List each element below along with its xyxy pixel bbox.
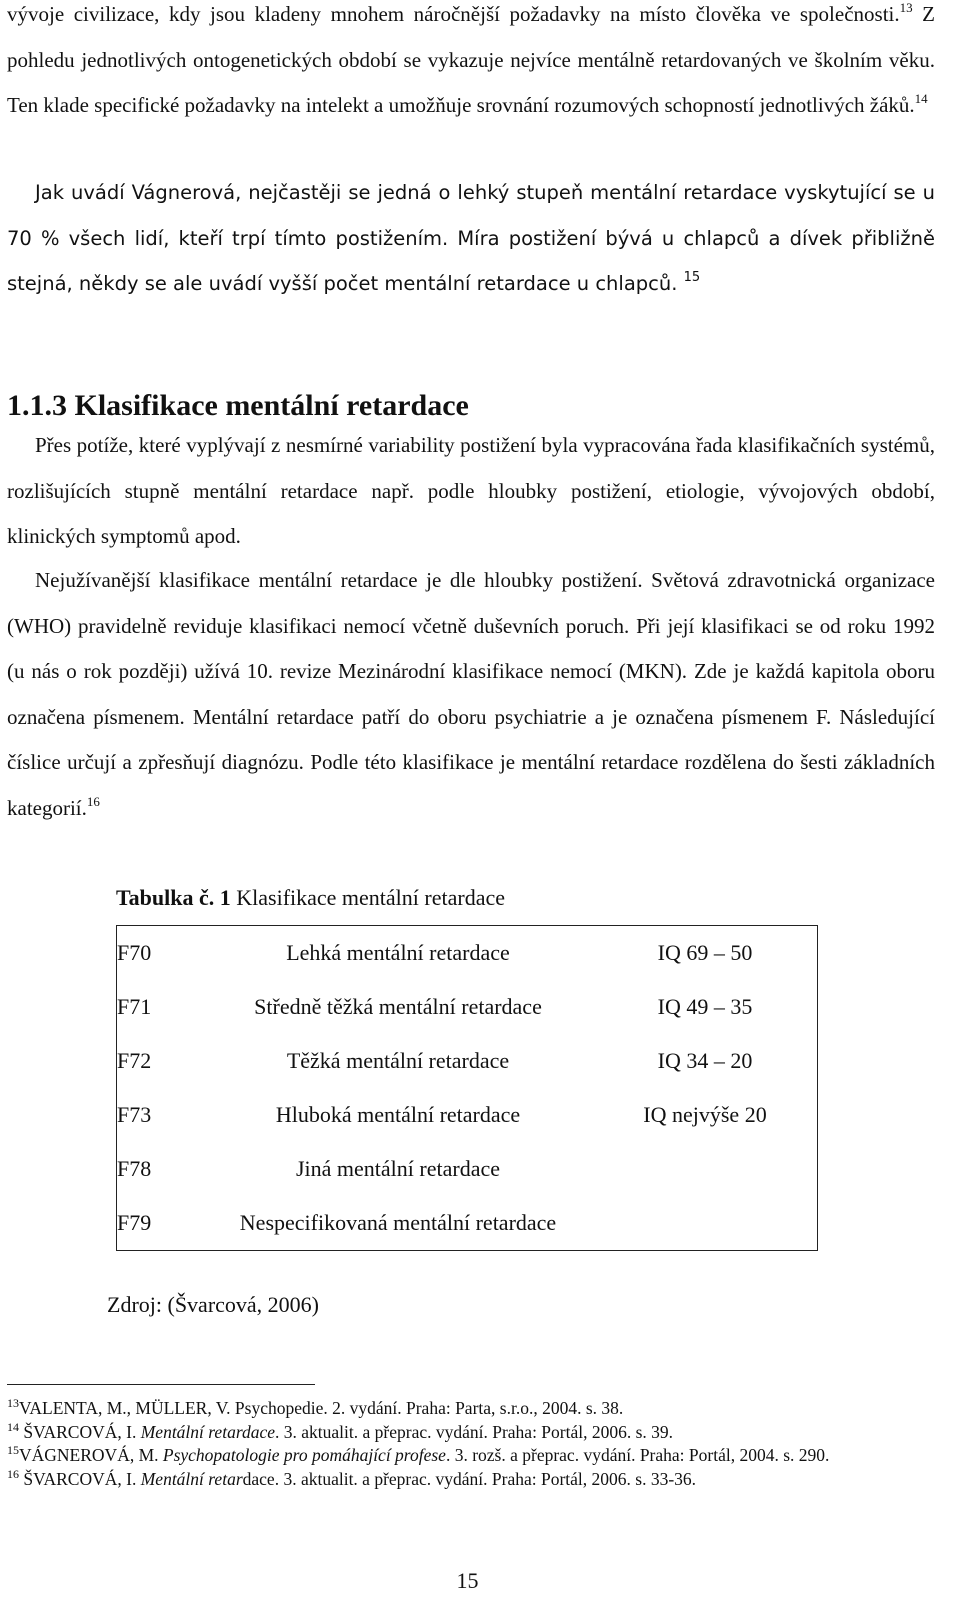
footnote-ref-15[interactable]: 15 (683, 270, 701, 285)
footnotes-list (7, 1397, 927, 1491)
table-cell-name: Nespecifikovaná mentální retardace (239, 1210, 557, 1235)
paragraph-text: Nejužívanější klasifikace mentální retardace je dle hloubky postižení. Světová zdravotnická organizace (WHO) pravidelně reviduje klasifikaci nemocí včetně duševních poruch. Při její klasifikaci se od roku 1992 (u nás o rok později) užívá 10. revize Mezinárodní klasifikace nemocí (MKN). Zde je každá kapitola oboru označena písmenem. Mentální retardace patří do oboru psychiatrie a je označena písmenem F. Následující číslice určují a zpřesňují diagnózu. Podle této klasifikace je mentální retardace rozdělena do šesti základních kategorií. (7, 568, 935, 820)
table-cell-iq: IQ 34 – 20 (657, 1048, 753, 1073)
footnote-text-end: . 3. aktualit. a přeprac. vydání. Praha: Portál, 2006. s. 39. (275, 1421, 674, 1442)
footnote-ref-13[interactable]: 13 (899, 0, 913, 15)
footnote-15 (7, 1444, 927, 1468)
footnote-text: ŠVARCOVÁ, I. (19, 1421, 141, 1442)
footnote-number: 14 (7, 1419, 19, 1434)
paragraph-text: vývoje civilizace, kdy jsou kladeny mnohem náročnější požadavky na místo člověka ve společnosti. (7, 2, 900, 26)
table-cell-iq (593, 1196, 818, 1251)
footnote-text-end: . 3. rozš. a přeprac. vydání. Praha: Portál, 2004. s. 290. (445, 1445, 830, 1465)
footnote-ref-14[interactable]: 14 (914, 91, 928, 106)
table-cell-iq: IQ 69 – 50 (657, 940, 753, 965)
paragraph-text: Jak uvádí Vágnerová, nejčastěji se jedná o lehký stupeň mentální retardace vyskytující se u 70 % všech lidí, kteří trpí tímto postižením. Míra postižení bývá u chlapců a dívek přibližně stejná, někdy se ale uvádí vyšší počet mentální retardace u chlapců. (7, 181, 935, 295)
page-number: 15 (456, 1568, 479, 1593)
footnote-16 (7, 1468, 927, 1492)
table-caption-text: Klasifikace mentální retardace (230, 885, 505, 910)
table-caption-label: Tabulka č. 1 (116, 885, 231, 910)
footnote-title: Mentální retardace (140, 1421, 276, 1442)
footnote-number: 15 (7, 1443, 19, 1457)
table-cell-iq (593, 1142, 818, 1196)
paragraph-vagnerova (7, 170, 935, 307)
footnote-title: Psychopatologie pro pomáhající profese (162, 1445, 446, 1465)
table-cell-code: F72 (117, 1048, 152, 1073)
table-source: Zdroj: (Švarcová, 2006) (107, 1292, 319, 1317)
table-cell-code: F71 (117, 994, 152, 1019)
table-cell-name: Hluboká mentální retardace (275, 1102, 521, 1127)
footnote-text: VÁGNEROVÁ, M. (19, 1445, 163, 1465)
table-cell-code: F78 (117, 1156, 152, 1181)
table-cell-name: Lehká mentální retardace (286, 940, 510, 965)
footnote-text: ŠVARCOVÁ, I. (19, 1468, 141, 1489)
paragraph-who-classification (7, 558, 935, 831)
paragraph-classification-systems: Přes potíže, které vyplývají z nesmírné variability postižení byla vypracována řada klasifikačních systémů, rozlišujících stupně mentální retardace např. podle hloubky postižení, etiologie, vývojových období, klinických symptomů apod. (7, 433, 935, 548)
table-row (117, 980, 818, 1034)
footnote-divider (7, 1384, 315, 1385)
table-row (117, 1034, 818, 1088)
table-caption (116, 880, 505, 916)
table-cell-iq: IQ 49 – 35 (657, 994, 753, 1019)
table-cell-name: Těžká mentální retardace (286, 1048, 510, 1073)
footnote-text: VALENTA, M., MÜLLER, V. Psychopedie. 2. vydání. Praha: Parta, s.r.o., 2004. s. 38. (19, 1398, 624, 1418)
classification-table (116, 925, 818, 1251)
table-cell-name: Středně těžká mentální retardace (254, 994, 542, 1019)
table-row (117, 926, 818, 981)
footnote-number: 13 (7, 1396, 19, 1410)
table-row (117, 1142, 818, 1196)
footnote-number: 16 (7, 1466, 19, 1481)
table-cell-name: Jiná mentální retardace (295, 1156, 500, 1181)
table-row (117, 1196, 818, 1251)
footnote-title: Mentální retar (140, 1468, 243, 1489)
table-row (117, 1088, 818, 1142)
table-cell-code: F73 (117, 1102, 152, 1127)
paragraph-text: Z pohledu jednotlivých ontogenetických období se vykazuje nejvíce mentálně retardovaných ve školním věku. Ten klade specifické požadavky na intelekt a umožňuje srovnání rozumových schopností jednotlivých žáků. (7, 2, 936, 117)
table-cell-code: F79 (117, 1210, 152, 1235)
table-cell-code: F70 (117, 940, 152, 965)
footnote-text-end: dace. 3. aktualit. a přeprac. vydání. Praha: Portál, 2006. s. 33-36. (242, 1468, 697, 1489)
footnote-13 (7, 1397, 927, 1421)
footnote-ref-16[interactable]: 16 (86, 793, 100, 809)
section-heading: 1.1.3 Klasifikace mentální retardace (7, 389, 469, 422)
footnote-14 (7, 1421, 927, 1445)
table-cell-iq: IQ nejvýše 20 (643, 1102, 767, 1127)
paragraph-civilization (7, 0, 935, 129)
